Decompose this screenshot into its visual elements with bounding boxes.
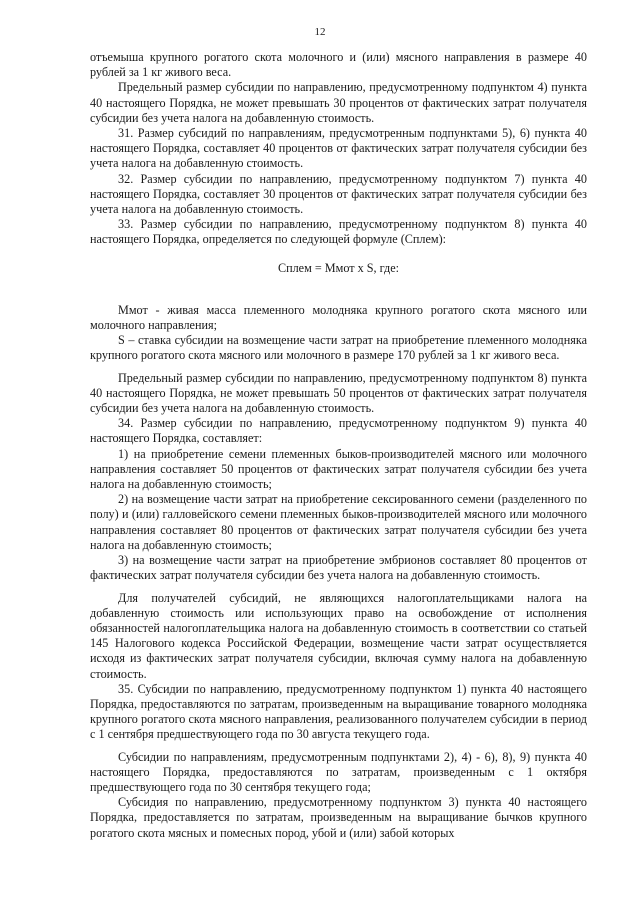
page-number: 12: [314, 26, 326, 38]
list-item-3: 3) на возмещение части затрат на приобретение эмбрионов составляет 80 процентов от фактических затрат получателя субсидии без учета налога на добавленную стоимость.: [90, 553, 587, 583]
paragraph-subparagraph-3: Субсидия по направлению, предусмотренному подпунктом 3) пункта 40 настоящего Порядка, предоставляется по затратам, произведенным на выращивание бычков крупного рогатого скота мясных и помесных пород, убой и (или) забой которых: [90, 795, 587, 840]
paragraph-34: 34. Размер субсидии по направлению, предусмотренному подпунктом 9) пункта 40 настоящего Порядка, составляет:: [90, 416, 587, 446]
definition-s: S – ставка субсидии на возмещение части затрат на приобретение племенного молодняка крупного рогатого скота мясного или молочного в размере 170 рублей за 1 кг живого веса.: [90, 333, 587, 363]
list-item-1: 1) на приобретение семени племенных быков-производителей мясного или молочного направления составляет 50 процентов от фактических затрат получателя субсидии без учета налога на добавленную стоимость;: [90, 446, 587, 492]
paragraph-35: 35. Субсидии по направлению, предусмотренному подпунктом 1) пункта 40 настоящего Порядка, предоставляются по затратам, произведенным на выращивание товарного молодняка крупного рогатого скота мясного направления, реализованного получателем субсидии в период с 1 сентября предшествующего года по 30 августа текущего года.: [90, 681, 587, 742]
paragraph-limit-subparagraph-8: Предельный размер субсидии по направлению, предусмотренному подпунктом 8) пункта 40 настоящего Порядка, не может превышать 50 процентов от фактических затрат получателя субсидии без учета налога на добавленную стоимость.: [90, 370, 587, 416]
paragraph-33: 33. Размер субсидии по направлению, предусмотренному подпунктом 8) пункта 40 настоящего Порядка, определяется по следующей формуле (Сплем):: [90, 217, 587, 247]
list-item-2: 2) на возмещение части затрат на приобретение сексированного семени (разделенного по полу) и (или) галловейского семени племенных быков-производителей мясного или молочного направления составляет 80 процентов от фактических затрат получателя субсидии без учета налога на добавленную стоимость;: [90, 492, 587, 552]
document-body: [90, 50, 587, 841]
paragraph-32: 32. Размер субсидии по направлению, предусмотренному подпунктом 7) пункта 40 настоящего Порядка, составляет 30 процентов от фактических затрат получателя субсидии без учета налога на добавленную стоимость.: [90, 171, 587, 217]
paragraph-continuation: отъемыша крупного рогатого скота молочного и (или) мясного направления в размере 40 рублей за 1 кг живого веса.: [90, 50, 587, 80]
definition-mmot: Ммот - живая масса племенного молодняка крупного рогатого скота мясного или молочного направления;: [90, 302, 587, 333]
paragraph-31: 31. Размер субсидий по направлениям, предусмотренным подпунктами 5), 6) пункта 40 настоящего Порядка, составляет 40 процентов от фактических затрат получателя субсидии без учета налога на добавленную стоимость.: [90, 126, 587, 171]
paragraph-vat-exempt: Для получателей субсидий, не являющихся налогоплательщиками налога на добавленную стоимость или использующих право на освобождение от исполнения обязанностей налогоплательщика налога на добавленную стоимость в соответствии со статьей 145 Налогового кодекса Российской Федерации, возмещение части затрат осуществляется исходя из фактических затрат получателя субсидии, включая сумму налога на добавленную стоимость.: [90, 590, 587, 681]
formula: Сплем = Ммот х S, где:: [277, 260, 400, 275]
paragraph-limit-subparagraph-4: Предельный размер субсидии по направлению, предусмотренному подпунктом 4) пункта 40 настоящего Порядка, не может превышать 30 процентов от фактических затрат получателя субсидии без учета налога на добавленную стоимость.: [90, 80, 587, 125]
paragraph-subsidy-periods: Субсидии по направлениям, предусмотренным подпунктами 2), 4) - 6), 8), 9) пункта 40 настоящего Порядка, предоставляются по затратам, произведенным с 1 октября предшествующего года по 30 сентября текущего года;: [90, 749, 587, 794]
